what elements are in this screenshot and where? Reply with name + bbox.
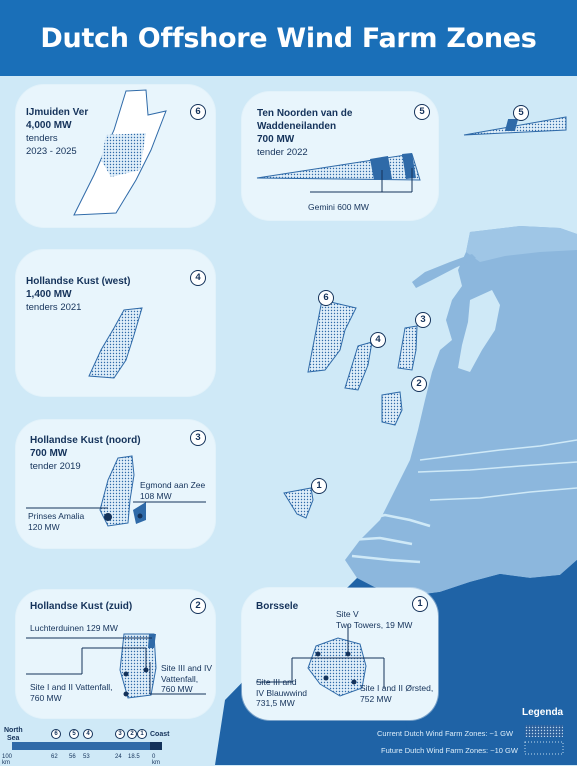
scale-left-label-1: North [4,727,23,734]
map-badge-3[interactable]: 3 [415,312,431,328]
hk-noord-line1: tender 2019 [30,461,81,472]
card-hk-noord [16,420,215,548]
label-borssele-site5-2: Two Towers, 19 MW [336,619,413,630]
label-hk-zuid-site34-1: Site III and IV [161,663,213,673]
label-borssele-site34-1: Site III and [256,677,297,687]
ijmuiden-title: IJmuiden Ver [26,107,89,118]
label-borssele-site34-2: IV Blauwwind [256,687,308,698]
hk-west-title: Hollandse Kust (west) [26,276,131,287]
hk-west-line1: tenders 2021 [26,302,82,313]
scale-badge-1: 1 [137,729,147,739]
map-badge-1[interactable]: 1 [311,478,327,494]
hk-west-capacity: 1,400 MW [26,289,72,300]
hk-noord-capacity: 700 MW [30,448,68,459]
ijmuiden-text [26,106,88,158]
label-hk-zuid-site34 [161,663,212,695]
label-borssele-site34-3: 731,5 MW [256,698,295,708]
scale-distance-0: 0 km [152,754,160,766]
scale-badge-3: 3 [115,729,125,739]
zone-hk-west-shape [16,250,215,396]
hk-noord-text [30,434,141,473]
ijmuiden-capacity: 4,000 MW [26,120,72,131]
scale-right-label: Coast [150,731,170,738]
hk-zuid-title: Hollandse Kust (zuid) [30,601,133,612]
map-zone-1 [284,488,313,518]
map-badge-2[interactable]: 2 [411,376,427,392]
page-title: Dutch Offshore Wind Farm Zones [40,22,537,54]
scale-badge-5: 5 [69,729,79,739]
scale-distance-100: 100 km [2,754,13,766]
label-hk-zuid-site12 [30,682,113,703]
scale-distance-53: 53 [83,754,90,760]
ijmuiden-line2: 2023 - 2025 [26,146,77,157]
borssele-text [256,600,298,613]
scale-distance-62: 62 [51,754,58,760]
label-egmond [140,480,205,501]
card-borssele [242,588,438,720]
card-hk-west [16,250,215,396]
hk-west-text [26,275,130,314]
map-zone-6 [308,300,356,372]
map-zone-3 [398,326,417,370]
borssele-title: Borssele [256,601,299,612]
noorden-line1: tender 2022 [257,147,308,158]
map-badge-6[interactable]: 6 [318,290,334,306]
noorden-title-2: Waddeneilanden [257,121,337,132]
label-hk-zuid-site12-1: Site I and II Vattenfall, [30,682,113,692]
label-amalia-1: Prinses Amalia [28,511,85,521]
card-ten-noorden [242,92,438,220]
label-borssele-site5 [336,609,412,630]
label-gemini: Gemini 600 MW [308,202,369,212]
hk-noord-badge[interactable]: 3 [190,430,206,446]
map-badge-5[interactable]: 5 [513,105,529,121]
noorden-capacity: 700 MW [257,134,295,145]
scale-distance-18-5: 18.5 [128,754,140,760]
legend-current-text: Current Dutch Wind Farm Zones: ~1 GW [377,729,514,738]
map-zone-4 [345,342,372,390]
map-zone-2 [382,392,402,425]
ijmuiden-line1: tenders [26,133,58,144]
label-borssele-site12 [360,683,433,704]
card-ijmuiden-ver [16,85,215,227]
map-badge-4[interactable]: 4 [370,332,386,348]
label-borssele-site5-1: Site V [336,609,359,619]
card-hk-zuid [16,590,215,718]
scale-badge-2: 2 [127,729,137,739]
label-hk-zuid-site12-2: 760 MW [30,692,62,703]
hk-zuid-text [30,600,132,613]
scale-left-label-2: Sea [7,735,20,742]
label-borssele-site34 [256,677,307,709]
label-hk-zuid-site34-3: 760 MW [161,684,193,694]
hk-noord-title: Hollandse Kust (noord) [30,435,141,446]
label-egmond-2: 108 MW [140,490,172,501]
label-borssele-site12-2: 752 MW [360,693,392,704]
label-egmond-1: Egmond aan Zee [140,480,206,490]
hk-zuid-badge[interactable]: 2 [190,598,206,614]
netherlands-land [345,226,577,596]
ijmuiden-badge[interactable]: 6 [190,104,206,120]
scale-badge-4: 4 [83,729,93,739]
label-amalia-2: 120 MW [28,521,60,532]
label-luchterduinen: Luchterduinen 129 MW [30,623,118,633]
legend-title: Legenda [522,707,564,718]
hk-west-badge[interactable]: 4 [190,270,206,286]
label-borssele-site12-1: Site I and II Ørsted, [360,683,434,693]
scale-distance-24: 24 [115,754,122,760]
borssele-badge[interactable]: 1 [412,596,428,612]
label-hk-zuid-site34-2: Vattenfall, [161,673,199,684]
noorden-text [257,107,352,159]
label-amalia [28,511,84,532]
noorden-badge[interactable]: 5 [414,104,430,120]
noorden-title-1: Ten Noorden van de [257,108,353,119]
legend-future-text: Future Dutch Wind Farm Zones: ~10 GW [381,746,518,755]
scale-distance-56: 56 [69,754,76,760]
scale-badge-6: 6 [51,729,61,739]
